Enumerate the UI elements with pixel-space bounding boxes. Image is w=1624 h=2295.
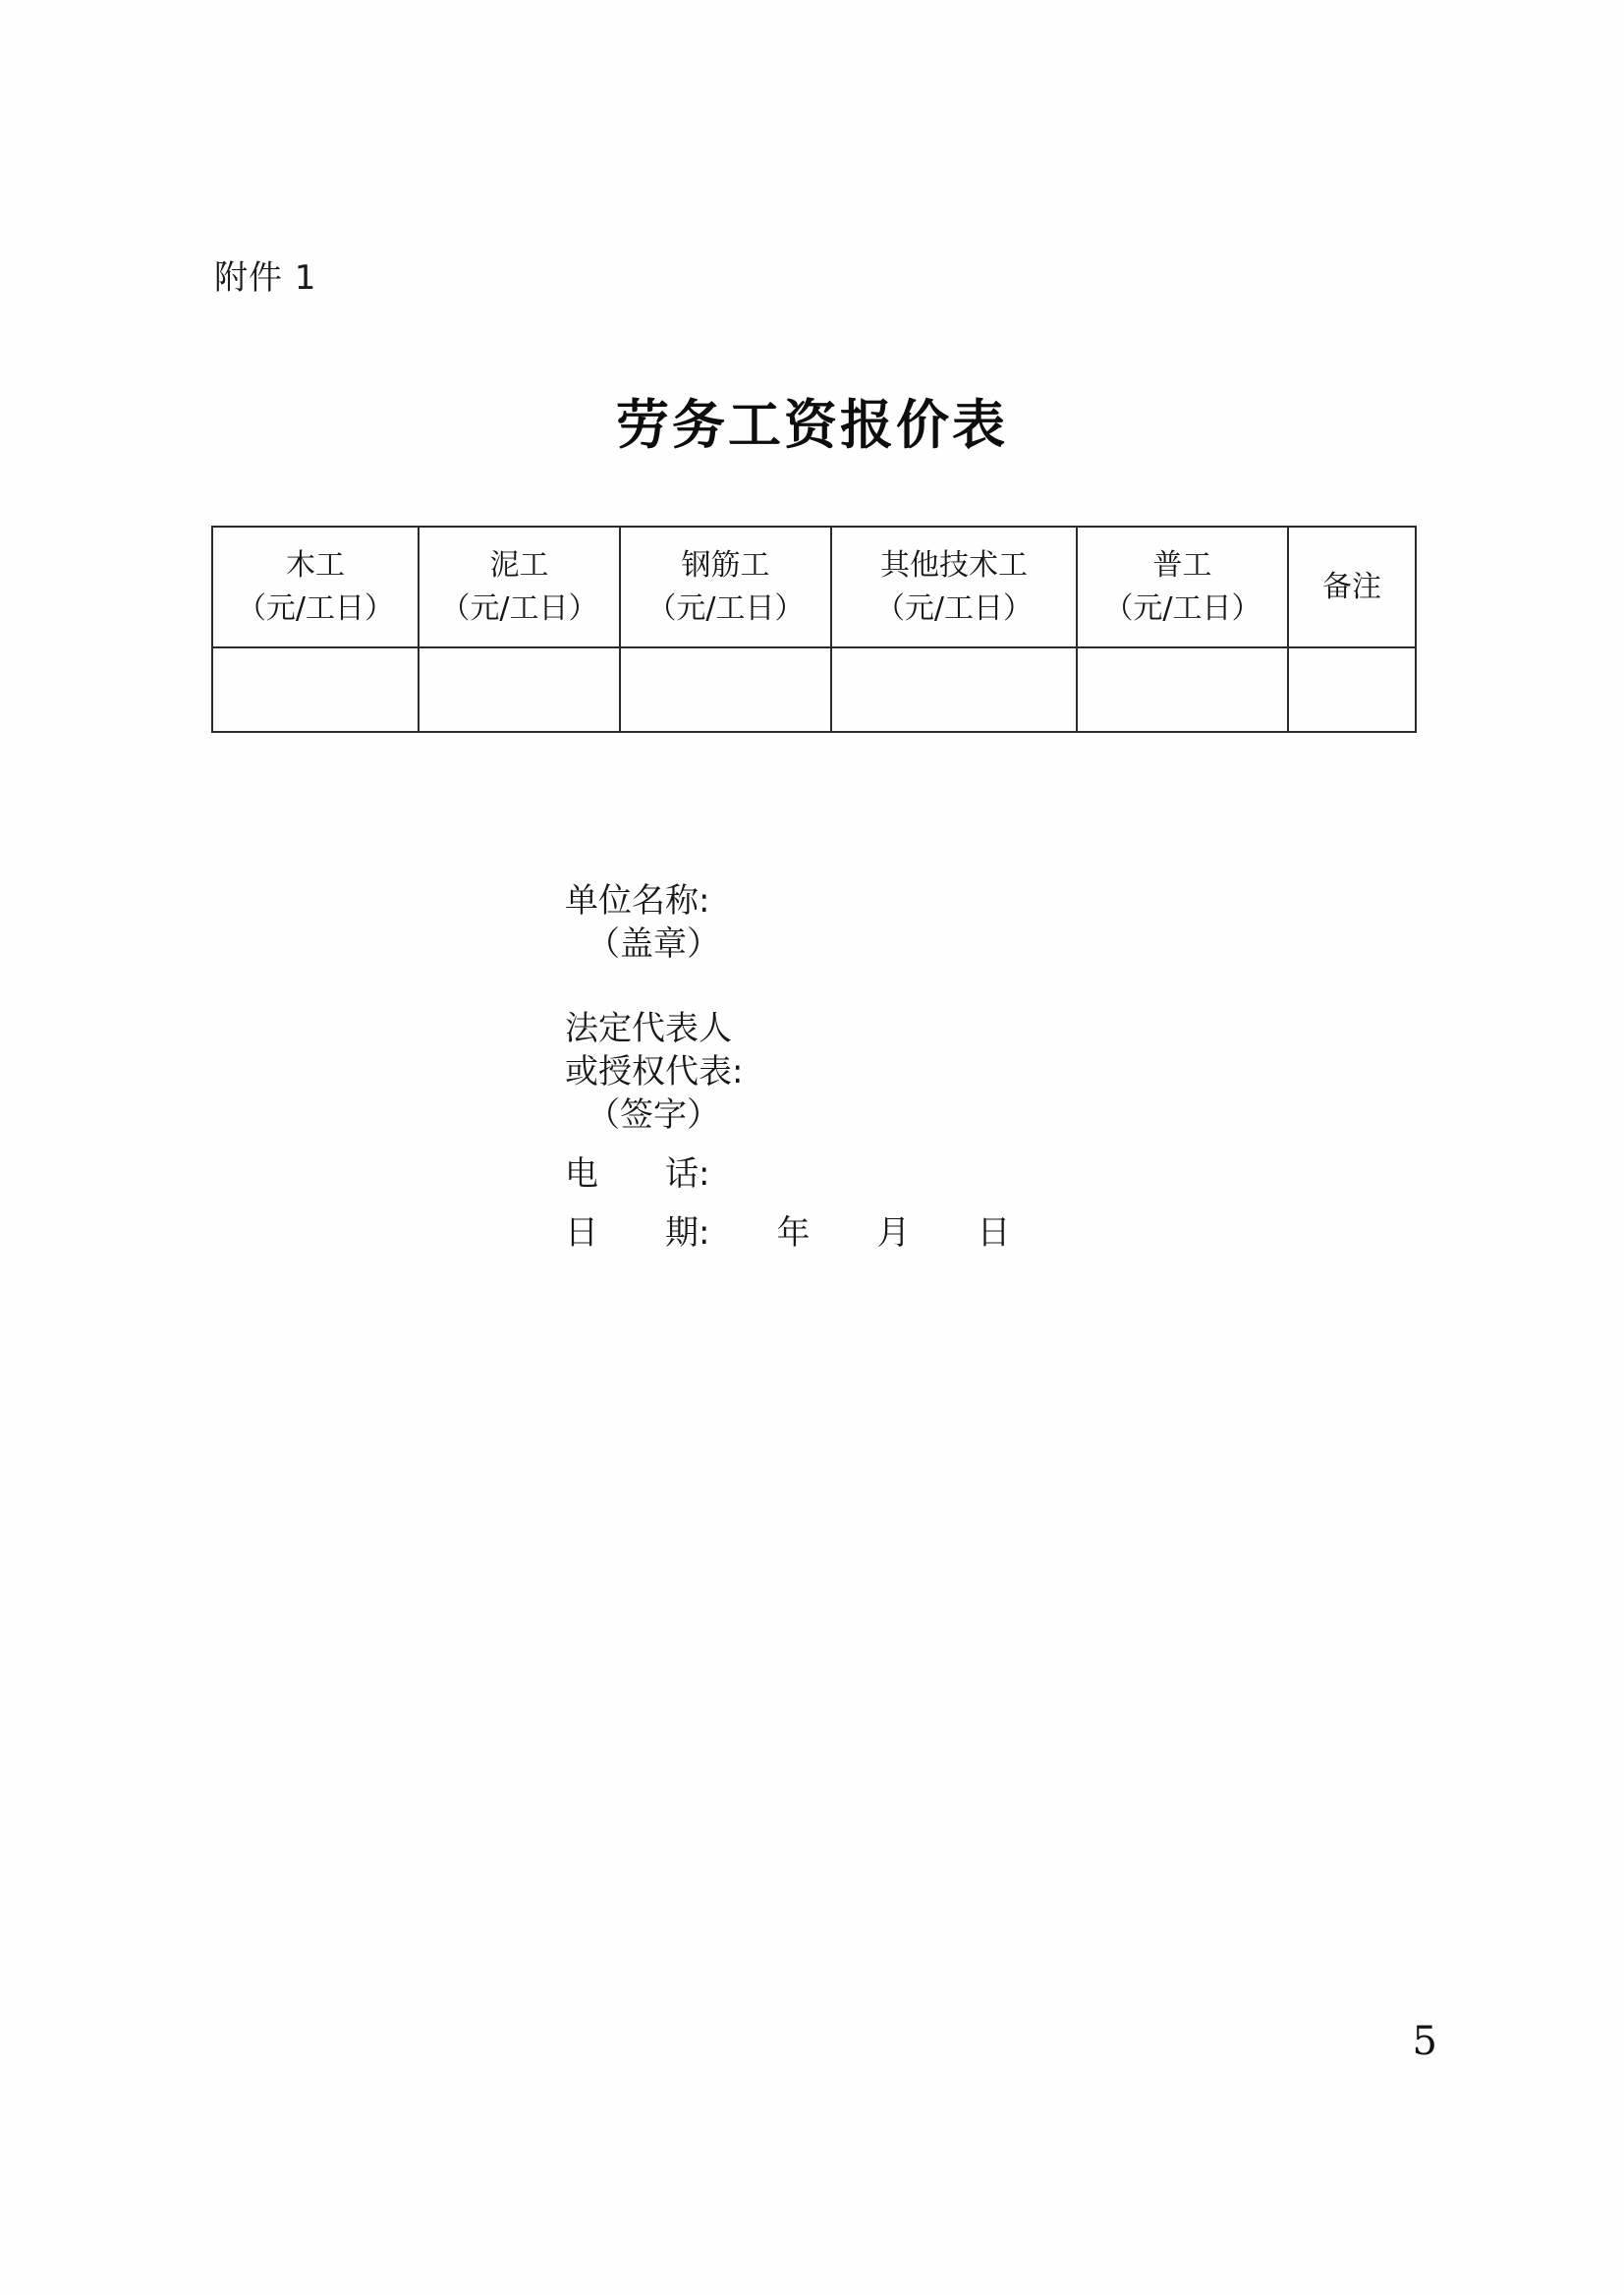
- authorized-representative-label: 或授权代表:: [565, 1052, 744, 1092]
- column-name: 木工: [286, 548, 345, 583]
- page-number: 5: [1412, 2019, 1437, 2064]
- column-unit: （元/工日）: [440, 590, 598, 626]
- column-unit: （元/工日）: [236, 590, 395, 626]
- table-cell-general-worker[interactable]: [1077, 647, 1288, 732]
- table-cell-other-technician[interactable]: [831, 647, 1077, 732]
- column-unit: （元/工日）: [1103, 590, 1261, 626]
- table-cell-wood-worker[interactable]: [212, 647, 419, 732]
- table-row: [212, 647, 1416, 732]
- wage-quotation-table: [211, 526, 1417, 733]
- table-cell-remarks[interactable]: [1288, 647, 1416, 732]
- table-header-cell: [831, 527, 1077, 647]
- column-unit: （元/工日）: [646, 590, 805, 626]
- signature-block: [565, 881, 1011, 1275]
- column-name: 钢筋工: [681, 548, 770, 583]
- attachment-label: 附件 1: [214, 258, 317, 298]
- table-cell-mason[interactable]: [419, 647, 620, 732]
- table-cell-rebar-worker[interactable]: [620, 647, 831, 732]
- table-header-cell: [620, 527, 831, 647]
- legal-representative-label: 法定代表人: [565, 1009, 732, 1048]
- table-header-cell: [212, 527, 419, 647]
- table-header-cell: [1077, 527, 1288, 647]
- column-name: 备注: [1322, 569, 1381, 604]
- column-name: 其他技术工: [880, 548, 1028, 583]
- unit-name-label: 单位名称:: [565, 881, 710, 921]
- phone-label: 电 话:: [565, 1154, 710, 1194]
- column-unit: （元/工日）: [874, 590, 1034, 626]
- table-header-cell: [1288, 527, 1416, 647]
- page-title: 劳务工资报价表: [616, 393, 1008, 456]
- table-header-row: [212, 527, 1416, 647]
- column-name: 泥工: [489, 548, 549, 583]
- table-header-cell: [419, 527, 620, 647]
- date-label: 日 期: 年 月 日: [565, 1213, 1011, 1253]
- seal-label: （盖章）: [587, 924, 720, 964]
- signature-label: （签字）: [587, 1095, 720, 1135]
- column-name: 普工: [1152, 548, 1212, 583]
